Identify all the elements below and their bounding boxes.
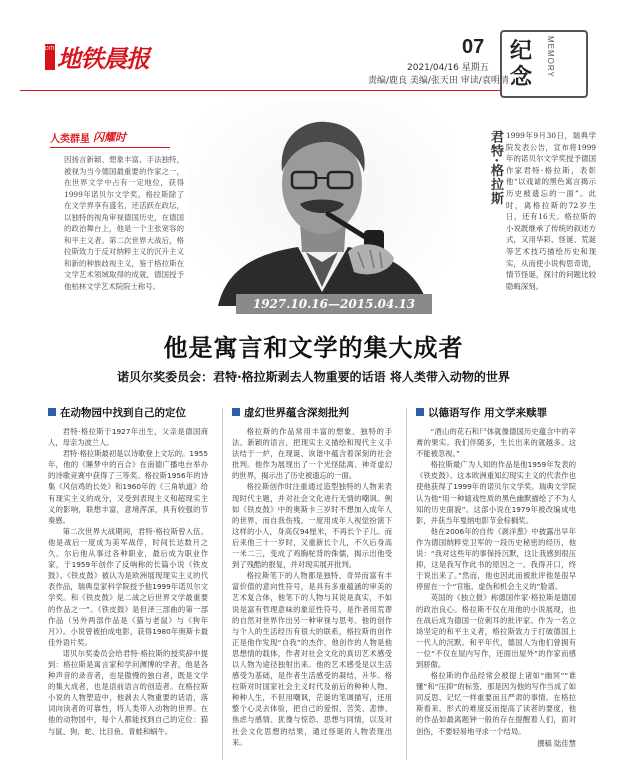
paragraph: 君特·格拉斯于1927年出生，父亲是德国商人，母亲为波兰人。: [48, 427, 208, 448]
intro-tag-part2: 闪耀时: [93, 131, 126, 144]
masthead-side-bar: DITIE: [45, 44, 55, 70]
subheadline: 诺贝尔奖委员会：君特·格拉斯剥去人物重要的话语 将人类带入动物的世界: [117, 370, 510, 384]
intro-tag: [50, 128, 180, 146]
masthead: [45, 40, 169, 73]
heading-square-icon: [232, 408, 240, 416]
column-heading: [232, 404, 392, 420]
section-title: 纪念: [510, 38, 533, 90]
column-divider: [406, 408, 407, 760]
paragraph: 诺贝尔奖委员会给君特·格拉斯的授奖辞中提到：格拉斯是寓言家和学问渊博的学者，他是各种声音的录音者，也是傲慢的独白者，既是文学的集大成者，也是语前语言的创造者。在格拉斯小说的人物塑造中，他剥去人物重要的话语，落词向读者的可靠性，将人类带入动物的世界。在他的动物园中，每个人都能找到自己的定位：猫与鼠、狗、蛇、比目鱼、青蛙和蜗牛。: [48, 648, 208, 736]
byline: 撰稿 陆佳慧: [537, 738, 576, 748]
paragraph: 君特·格拉斯最初是以诗歌登上文坛的。1955年，他的《睡梦中的百合》在南德广播电台举办的诗歌竞赛中获得了三等奖。格拉斯1956年的诗集《风信鸡的长处》和1960年的《三角轨道》给有现实主义的成分，又受到表现主义和超现实主义的影响，联想丰富，意境浑深，具有较强的节奏感。: [48, 449, 208, 525]
intro-tag-part1: 人类群星: [50, 133, 90, 145]
heading-square-icon: [48, 408, 56, 416]
intro-text: 因扬言新颖、想象丰富、手法独特，被视为当今德国最重要的作家之一，在世界文学中占有一定地位，获得1999年诺贝尔文学奖。格拉斯除了在文学界享有盛名，还活跃在政坛，以独特的视角审视德国历史，在德国的政治舞台上，他是一个主张宽容的和平主义者。第二次世界大战后，格拉斯致力于反对纳粹主义的沉升主义和新的种族歧视主义，鉴于格拉斯在文学艺术领域取得的成就，德国授予他柏林文学艺术院院士称号。: [64, 155, 184, 291]
header-rule: [20, 90, 500, 91]
masthead-logo: 地铁晨报: [57, 44, 149, 73]
editor-credits: 责编/鹿良 美编/张天田 审读/袁明清: [368, 76, 509, 86]
column-heading-text: 以德语写作 用文学来赎罪: [428, 406, 548, 419]
column-divider: [222, 408, 223, 760]
section-title-en: MEMORY: [546, 36, 555, 78]
life-dates: 1927.10.16—2015.04.13: [236, 294, 432, 314]
section-label: [500, 30, 588, 98]
column-heading: [48, 404, 208, 420]
paragraph: 格拉斯笔下的人物都是独特、奇异而富有丰富价值的意向性符号，是具有多重蕴涵的审美的艺术复合体，他笔下的人物与其说是真实，不如说是富有哲理意味的象征性符号，是作者用荒谬的自然对世界作出另一种审视与思考。他的创作与个人的生活经历有很大的联系，格拉斯的创作正是他作发现“自我”的杰作，他创作的人物是他思想情的载体，作者对社会文化的真切艺术感受以人物为途径独射出来。他的艺术感受是以生活感受为基础，是作者生活感受的凝结，升华。格拉斯对时国家社会主义时代及前后的种种人物、种种人生，不但用嘲讽，茫诞的笔调描写，还用整个心灵去体验，把自己的爱恨、苦笑、悲惨、焦虑与感情、犹豫与惊恐、思想与同情，以及对社会文化思想的结果，通过怪诞的人物表现出来。: [232, 571, 392, 747]
paragraph: 第二次世界大战期间，君特·格拉斯曾入伍。他是战后一度成为美军战俘，时间长达数月之久。尔后他从事过各种职业，最后成为职业作家，于1959年创作了反响称的长篇小说《铁皮鼓》。《铁皮鼓》被认为是欧洲展现现实主义的代表作品，瑞典皇家科学院授予他1999年诺贝尔文学奖。和《铁皮鼓》是二战之后世界文学最重要的作品之一”。《铁皮鼓》是但泽三部曲的第一部作品（另外两部作品是《猫与老鼠》与《狗年月》）。小说曾被拍成电影，获得1980年奥斯卡最佳外语片奖。: [48, 526, 208, 647]
column-heading-text: 虚幻世界蕴含深刻批判: [244, 406, 349, 419]
heading-square-icon: [416, 408, 424, 416]
paragraph: 英国的《独立报》称德国作家·格拉斯是德国的政治良心。格拉斯不仅在用他的小说展现，也在战后成为德国一位刺耳的批评家。作为一名立场坚定的和平主义者，格拉斯致力于打破德国上一代人的沉默。和平年代，德国人为他们曾拥有一位“不仅在屋内写作，还面出屋外”的作家而感到骄傲。: [416, 593, 576, 669]
paragraph: 他在2006年的自传《剥洋葱》中披露出早年作为德国纳粹党卫军的一段历史秘密的经历，他说：“我对这些年的事保持沉默，这让我感到很压抑，这是我写作此书的原因之一。我得开口，终于说出来了。”然而，他也因此而被批评他是很早停留在一个“官瓶、虚伪和机会主义的”脸谱。: [416, 526, 576, 592]
paragraph: 格拉斯创作时注重通过造型独特的人物来表现时代主题，并对社会文化进行无情的嘲讽。例如《铁皮鼓》中的奥斯卡三岁时不想加入成年人的世界，而自我伤残，一度用成年人视觉扮演下这样的小人，身高仅94厘米，不再长个子儿。而后来他三十一岁时，又重新长个儿，不久后身高一米二三，变成了鸡胸驼背的侏儒，揭示出他受到了残酷的报复，并对现实展开批判。: [232, 482, 392, 570]
paragraph: 格拉斯的作品常用丰富的想象、独特的手法、新颖的语言，把现实主义描绘和现代主义手法结于一炉，在现诞、诙谐中蕴含着深刻的社会批判。他作为展现出了一个光怪陆离、神奇虚幻的世界，揭示出了历史被遗忘的一面。: [232, 427, 392, 481]
article-column-1: [48, 404, 208, 737]
paragraph: 格拉斯的作品经常会被提上诸如“幽冥”“谁懂”和“压抑”的标签，那是因为他的写作当成了如同反思、记忆一样重要而且严肃的事情。在格拉斯看来，形式的难度反而提高了读者的要度，他的作品如最离题钟一般的存在提醒着人们，面对创伤，不要轻易地寻求一个结局。: [416, 671, 576, 736]
portrait-illustration: [188, 102, 456, 306]
article-column-2: [232, 404, 392, 748]
column-heading-text: 在动物园中找到自己的定位: [60, 406, 186, 419]
author-portrait: [188, 102, 456, 306]
headline: 他是寓言和文学的集大成者: [163, 334, 464, 362]
intro-tag-underline: [50, 147, 170, 148]
paragraph: 格拉斯最广为人知的作品是他1959年发表的《铁皮鼓》。这本欧洲重知幻现实主义的代表作也使他获得了1999年的诺贝尔文学奖。瑞典文学院认为他“用一种嬉戏性质的黑色幽默描绘了不为人知的历史面貌”。这部小说在1979年被改编成电影，并获当年戛纳电影节金棕榈奖。: [416, 460, 576, 525]
dateline: 2021/04/16 星期五: [407, 63, 489, 73]
nobel-announcement-text: 1999年9月30日，瑞典学院发表公告，宣布将1999年的诺贝尔文学奖授予德国作家君特·格拉斯，表彰他“以戏谑的黑色寓言揭示历史被遗忘的一面”。此时，离格拉斯的72岁生日，还有16天。格拉斯的小说既继承了传统的叙述方式，又用华彩、怪诞、荒诞等艺术技巧描绘历史和现实，从而使小说构思奇诡，情节怪诞，探讨的问题比较隐晦深刻。: [506, 131, 596, 291]
page-number: 07: [462, 36, 485, 58]
vertical-author-name: 君特·格拉斯: [488, 130, 503, 206]
article-column-3: [416, 404, 576, 749]
paragraph: “酒山的花石和尸体就像德国历史蕴含中的辛膏的果实。我们伴随多，生长出来的就越多。这不能被忽视。”: [416, 427, 576, 459]
column-heading: [416, 404, 576, 420]
